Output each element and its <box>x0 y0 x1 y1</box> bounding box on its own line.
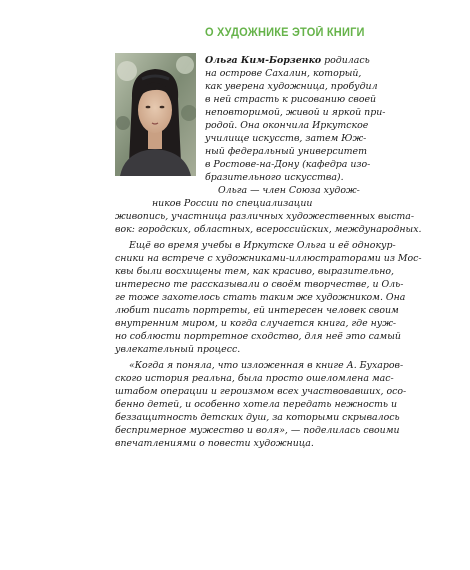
bio-line: в ней страсть к рисованию своей <box>205 94 377 105</box>
artist-name: Ольга Ким-Борзенко <box>205 55 322 66</box>
bio-line: внутренним миром, и когда случается книга, где нуж- <box>115 318 397 329</box>
bio-line: вок: городских, областных, всероссийских, международных. <box>115 224 422 235</box>
bio-line: ге тоже захотелось стать таким же художником. Она <box>115 292 406 303</box>
bio-line: но соблюсти портретное сходство, для неё это самый <box>115 331 401 342</box>
page-title: О ХУДОЖНИКЕ ЭТОЙ КНИГИ <box>205 27 365 39</box>
bio-line: впечатлениями о повести художница. <box>115 438 314 449</box>
bio-line: ников России по специализации <box>152 198 313 209</box>
bio-line: неповторимой, живой и яркой при- <box>205 107 386 118</box>
bio-line: бразительного искусства). <box>205 172 344 183</box>
bio-line: ского история реальна, была просто ошеломлена мас- <box>115 373 394 384</box>
bio-line: Ольга — член Союза худож- <box>218 185 360 196</box>
bio-line: любит писать портреты, ей интересен человек своим <box>115 305 399 316</box>
bio-text: родилась <box>321 55 370 66</box>
bio-line: интересно те рассказывали о своём творчестве, и Оль- <box>115 279 404 290</box>
bio-line: увлекательный процесс. <box>115 344 241 355</box>
bio-line: беззащитность детских душ, за которыми скрывалось <box>115 412 400 423</box>
bio-line: как уверена художница, пробудил <box>205 81 378 92</box>
bio-line: на острове Сахалин, который, <box>205 68 362 79</box>
bio-line: родой. Она окончила Иркутское <box>205 120 369 131</box>
bio-line: бенно детей, и особенно хотела передать нежность и <box>115 399 397 410</box>
bio-line: беспримерное мужество и воля», — поделилась своими <box>115 425 400 436</box>
bio-line: училище искусств, затем Юж- <box>205 133 367 144</box>
bio-line: квы были восхищены тем, как красиво, выразительно, <box>115 266 395 277</box>
bio-line: живопись, участница различных художественных выста- <box>115 211 415 222</box>
portrait-image <box>115 53 196 176</box>
portrait-photo <box>115 53 196 176</box>
bio-line: «Когда я поняла, что изложенная в книге А. Бухаров- <box>129 360 404 371</box>
bio-line-1 <box>205 54 370 67</box>
bio-line: ный федеральный университет <box>205 146 367 157</box>
bio-line: в Ростове-на-Дону (кафедра изо- <box>205 159 371 170</box>
bio-line: Ещё во время учебы в Иркутске Ольга и её однокур- <box>129 240 396 251</box>
bio-line: сники на встрече с художниками-иллюстраторами из Мос- <box>115 253 422 264</box>
bio-line: штабом операции и героизмом всех участвовавших, осо- <box>115 386 407 397</box>
